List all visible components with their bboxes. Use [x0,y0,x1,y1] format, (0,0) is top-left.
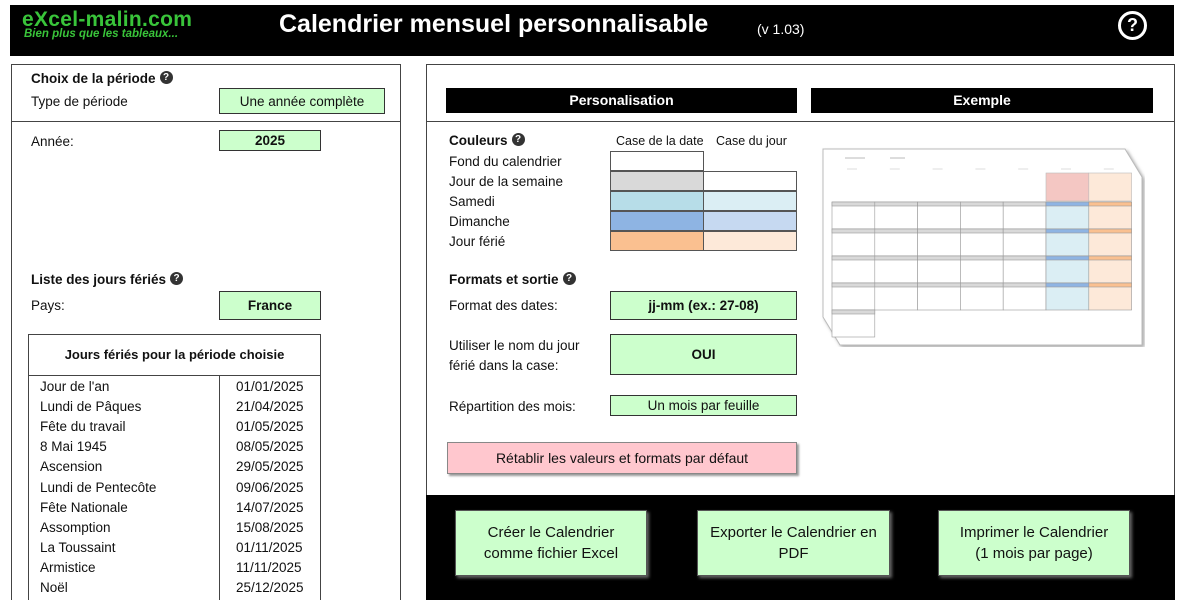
holiday-name: Lundi de Pâques [40,399,142,415]
period-section-title [31,71,173,86]
holiday-row [29,558,320,578]
holiday-name-label-line1: Utiliser le nom du jour [449,338,580,353]
holiday-date: 14/07/2025 [236,499,304,515]
divider [11,121,401,122]
version-label: (v 1.03) [757,21,805,37]
period-type-label: Type de période [31,94,128,109]
create-excel-label-2: comme fichier Excel [483,545,619,562]
color-row-label: Jour férié [449,234,506,249]
date-format-field[interactable]: jj-mm (ex.: 27-08) [610,291,797,320]
date-format-label: Format des dates: [449,298,558,313]
holiday-date: 01/11/2025 [236,539,303,555]
holiday-row [29,538,320,558]
holiday-name: Noël [40,580,68,595]
holiday-name: Assomption [40,519,111,535]
create-excel-button[interactable] [455,510,647,576]
page-title: Calendrier mensuel personnalisable [279,10,709,38]
date-color-swatch[interactable] [610,231,704,251]
formats-help-icon[interactable]: ? [563,272,576,285]
holiday-name: Armistice [40,559,96,575]
holidays-section-title [31,272,183,287]
holiday-table-divider [29,375,320,376]
reset-defaults-button[interactable]: Rétablir les valeurs et formats par défaut [447,442,797,474]
holiday-row [29,397,320,417]
day-color-swatch[interactable] [703,231,797,251]
holidays-section-title-text: Liste des jours fériés [31,272,167,287]
day-color-swatch[interactable] [703,211,797,231]
day-color-swatch[interactable] [703,191,797,211]
holiday-column-divider [219,376,220,600]
day-box-column-header: Case du jour [716,134,787,148]
holiday-table-title: Jours fériés pour la période choisie [64,347,285,362]
country-field[interactable]: France [219,291,321,320]
period-help-icon[interactable]: ? [160,71,173,84]
period-section-title-text: Choix de la période [31,71,156,86]
date-color-swatch[interactable] [610,191,704,211]
print-button[interactable] [938,510,1130,576]
holiday-date: 11/11/2025 [236,559,302,575]
date-box-column-header: Case de la date [616,134,704,148]
holidays-help-icon[interactable]: ? [170,272,183,285]
year-label: Année: [31,134,74,149]
logo: eXcel-malin.com [22,8,193,31]
holiday-row [29,518,320,538]
holiday-row [29,478,320,498]
export-pdf-button[interactable] [697,510,890,576]
color-row-label: Fond du calendrier [449,154,562,169]
example-calendar-preview [820,147,1145,347]
holiday-name: Lundi de Pentecôte [40,479,157,495]
holiday-date: 15/08/2025 [236,519,304,535]
divider [427,121,1175,122]
export-pdf-label-2: PDF [778,545,809,562]
holiday-date: 25/12/2025 [236,580,304,595]
formats-section-title [449,272,576,287]
split-field[interactable]: Un mois par feuille [610,395,797,416]
holiday-name-field[interactable]: OUI [610,334,797,375]
export-pdf-label-1: Exporter le Calendrier en [710,524,877,541]
holiday-row [29,377,320,397]
holiday-row [29,498,320,518]
holiday-table [28,334,321,600]
color-row-label: Jour de la semaine [449,174,564,189]
personalisation-bar: Personalisation [446,88,797,113]
holiday-name: 8 Mai 1945 [40,439,107,455]
create-excel-label-1: Créer le Calendrier [487,524,615,541]
date-color-swatch[interactable] [610,211,704,231]
holiday-name: La Toussaint [40,539,116,555]
holiday-name: Jour de l'an [40,379,110,394]
holiday-name: Fête du travail [40,419,126,435]
holiday-date: 01/05/2025 [236,419,304,435]
holiday-date: 09/06/2025 [236,479,304,495]
holiday-row [29,417,320,437]
holiday-row [29,457,320,477]
holiday-row [29,437,320,457]
holiday-name: Fête Nationale [40,499,128,515]
country-label: Pays: [31,298,65,313]
print-label-1: Imprimer le Calendrier [959,524,1109,541]
holiday-date: 01/01/2025 [236,379,304,394]
color-row-label: Samedi [449,194,495,209]
holiday-date: 08/05/2025 [236,439,304,455]
date-color-swatch[interactable] [610,151,704,171]
holiday-name: Ascension [40,459,103,475]
color-row-label: Dimanche [449,214,510,229]
year-field[interactable]: 2025 [219,130,321,151]
colors-section-title-text: Couleurs [449,133,508,148]
formats-section-title-text: Formats et sortie [449,272,559,287]
colors-section-title [449,133,525,148]
help-icon[interactable]: ? [1118,11,1147,40]
day-color-swatch[interactable] [703,171,797,191]
holiday-name-label-line2: férié dans la case: [449,358,559,373]
holiday-date: 29/05/2025 [236,459,304,475]
print-label-2: (1 mois par page) [975,545,1093,562]
split-label: Répartition des mois: [449,399,576,414]
logo-tagline: Bien plus que les tableaux... [24,28,179,40]
example-bar: Exemple [811,88,1153,113]
colors-help-icon[interactable]: ? [512,133,525,146]
holiday-date: 21/04/2025 [236,399,304,415]
date-color-swatch[interactable] [610,171,704,191]
period-type-field[interactable]: Une année complète [219,88,385,114]
holiday-row [29,578,320,598]
